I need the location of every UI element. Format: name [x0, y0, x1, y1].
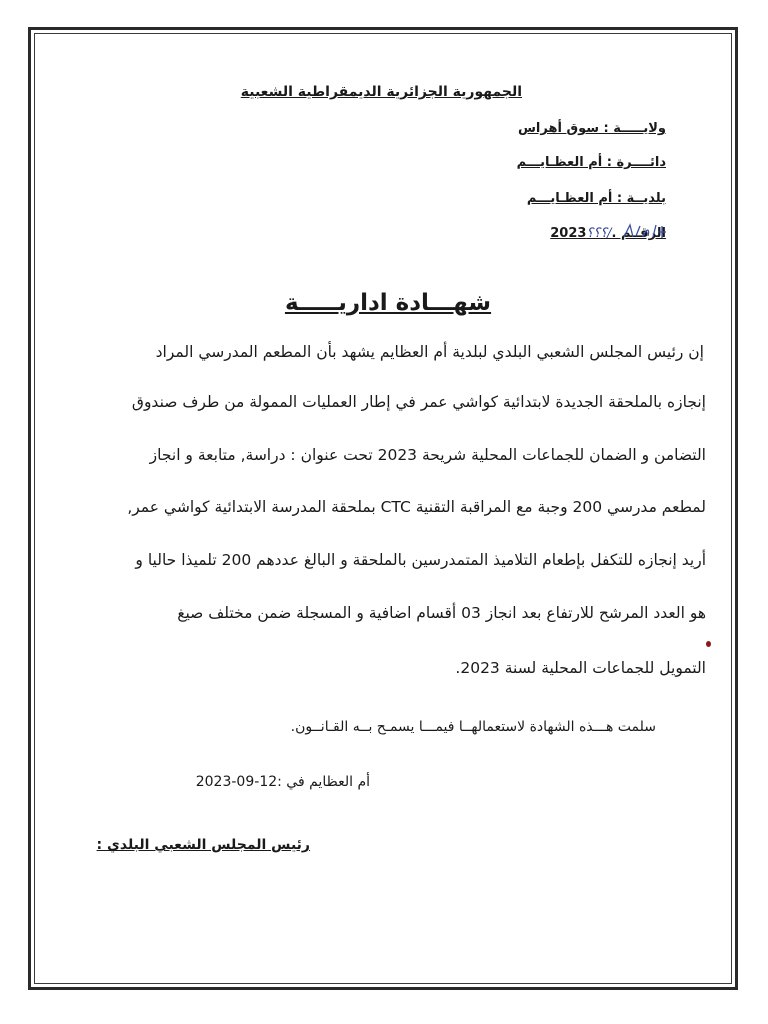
reference-year: 2023 — [550, 226, 587, 241]
signatory-title: رئيس المجلس الشعبي البلدي : — [96, 837, 310, 853]
closing-statement: سلمت هـــذه الشهادة لاستعمالهــا فيمـــا يسمـح بــه القـانــون. — [290, 719, 656, 735]
document-title: شهـــادة اداريـــــة — [284, 290, 492, 316]
place-and-date: أم العظايم في :12-09-2023 — [195, 774, 370, 790]
handwritten-number-mark — [622, 222, 670, 240]
body-line-6: هو العدد المرشح للارتفاع بعد انجاز 03 أقسام اضافية و المسجلة ضمن مختلف صيغ — [177, 604, 706, 622]
body-line-7: التمويل للجماعات المحلية لسنة 2023. — [455, 659, 706, 677]
commune-line: بلديــة : أم العظـايـــم — [526, 191, 666, 206]
body-line-4: لمطعم مدرسي 200 وجبة مع المراقبة التقنية CTC بملحقة المدرسة الابتدائية كواشي عمر, — [127, 498, 706, 516]
body-line-2: إنجازه بالملحقة الجديدة لابتدائية كواشي عمر في إطار العمليات الممولة من طرف صندوق — [131, 393, 706, 411]
ink-dot — [706, 641, 711, 647]
republic-header: الجمهورية الجزائرية الديمقراطية الشعبية — [240, 84, 522, 100]
body-line-1: إن رئيس المجلس الشعبي البلدي لبلدية أم العظايم يشهد بأن المطعم المدرسي المراد — [155, 343, 704, 361]
reference-label: الرقــم . — [611, 226, 666, 241]
reference-number: /؟؟؟ — [586, 226, 612, 241]
body-line-3: التضامن و الضمان للجماعات المحلية شريحة 2023 تحت عنوان : دراسة, متابعة و انجاز — [149, 446, 706, 464]
wilaya-line: ولايـــــة : سوق أهراس — [517, 121, 666, 136]
body-line-5: أريد إنجازه للتكفل بإطعام التلاميذ المتمدرسين بالملحقة و البالغ عددهم 200 تلميذا حاليا و — [135, 551, 706, 569]
daira-line: دائــــرة : أم العظـايـــم — [516, 155, 666, 170]
